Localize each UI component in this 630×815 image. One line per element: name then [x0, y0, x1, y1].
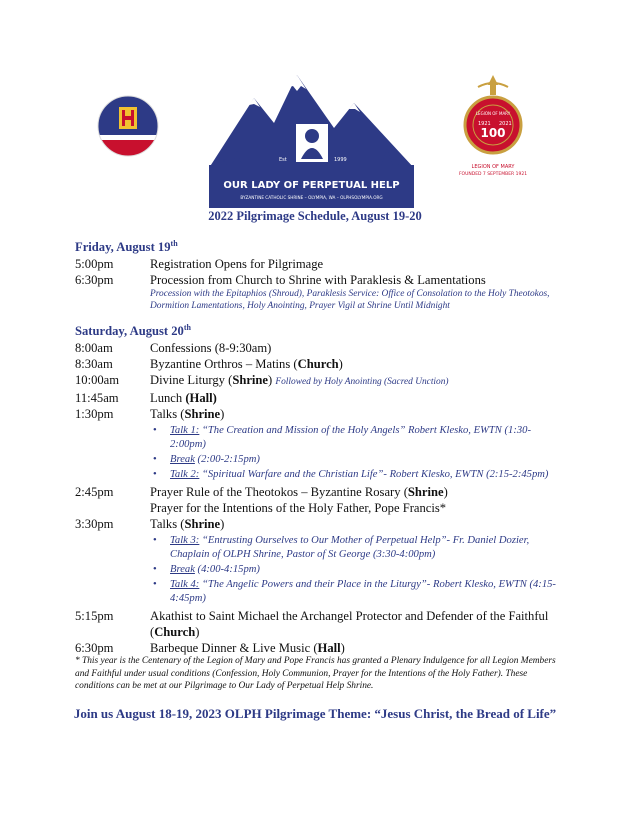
schedule-row: 11:45am Lunch (Hall) [75, 391, 217, 406]
schedule-row: 8:00am Confessions (8-9:30am) [75, 341, 272, 356]
schedule-row: 6:30pm Barbeque Dinner & Live Music (Hall) [75, 641, 345, 656]
talk-link[interactable]: Break [170, 454, 195, 466]
legion-year-left: 1921 [478, 121, 491, 127]
olph-shrine-logo [209, 73, 414, 208]
schedule-row: 2:45pm Prayer Rule of the Theotokos – Byzantine Rosary (Shrine) Prayer for the Intentions of the Holy Father, Pope Francis* [75, 485, 448, 516]
schedule-row: 5:00pm Registration Opens for Pilgrimage [75, 257, 324, 272]
legion-caption: LEGION OF MARY [471, 164, 515, 170]
talks-list-1 [150, 424, 565, 482]
bullet-icon: • [153, 454, 157, 466]
saturday-heading: Saturday, August 20th [75, 323, 191, 339]
logo-est: Est [279, 157, 287, 163]
logo-name: OUR LADY OF PERPETUAL HELP [223, 180, 400, 191]
schedule-row: 1:30pm Talks (Shrine) [75, 407, 225, 422]
schedule-row: 10:00am Divine Liturgy (Shrine) Followed by Holy Anointing (Sacred Unction) [75, 373, 449, 388]
page-subtitle: 2022 Pilgrimage Schedule, August 19-20 [208, 209, 422, 223]
join-banner: Join us August 18-19, 2023 OLPH Pilgrimage Theme: “Jesus Christ, the Bread of Life” [73, 706, 557, 721]
schedule-row: 3:30pm Talks (Shrine) [75, 517, 225, 532]
legion-of-mary-logo [448, 73, 538, 193]
list-item: • Talk 1: “The Creation and Mission of the Holy Angels” Robert Klesko, EWTN (1:30-2:00pm) [150, 424, 565, 452]
list-item: • Talk 2: “Spiritual Warfare and the Christian Life”- Robert Klesko, EWTN (2:15-2:45pm) [150, 468, 565, 482]
list-item: • Break (4:00-4:15pm) [150, 563, 565, 577]
schedule-note-row: Procession with the Epitaphios (Shroud), Paraklesis Service: Office of Consolation to the Holy Theotokos, Dormition Lamentations, Holy Anointing, Prayer Vigil at Shrine Until Midnight [150, 289, 550, 312]
schedule-row: 8:30am Byzantine Orthros – Matins (Church) [75, 357, 343, 372]
schedule-row: 6:30pm Procession from Church to Shrine with Paraklesis & Lamentations [75, 273, 486, 288]
footnote: * This year is the Centenary of the Legion of Mary and Pope Francis has granted a Plenary Indulgence for all Legion Members and Faithful under usual conditions (Confession, Holy Communion, Prayer for the Intentions of the Holy Father). These conditions can be met at our Pilgrimage to Our Lady of Perpetual Help Shrine. [75, 656, 556, 691]
list-item: • Break (2:00-2:15pm) [150, 453, 565, 467]
logo-year: 1999 [334, 157, 347, 163]
header [0, 0, 630, 240]
talk-link[interactable]: Talk 1: [170, 425, 200, 437]
talks-list-2 [150, 534, 565, 606]
legion-number: 100 [480, 126, 506, 140]
bullet-icon: • [153, 564, 157, 576]
schedule [75, 236, 565, 656]
bullet-icon: • [153, 579, 157, 591]
bullet-icon: • [153, 469, 157, 481]
bullet-icon: • [153, 535, 157, 547]
talk-link[interactable]: Talk 4: [170, 579, 200, 591]
talk-link[interactable]: Break [170, 564, 195, 576]
legion-ring-text: LEGION OF MARY [475, 111, 511, 116]
friday-heading: Friday, August 19th [75, 239, 178, 255]
schedule-row: 5:15pm Akathist to Saint Michael the Archangel Protector and Defender of the Faithful (Church) [75, 609, 549, 640]
flag-emblem-icon [97, 95, 159, 157]
list-item: • Talk 3: “Entrusting Ourselves to Our Mother of Perpetual Help”- Fr. Daniel Dozier, Chaplain of OLPH Shrine, Pastor of St George (3:30-4:00pm) [150, 534, 565, 562]
legion-founded: FOUNDED 7 SEPTEMBER 1921 [458, 172, 528, 177]
talk-link[interactable]: Talk 3: [170, 535, 200, 547]
bullet-icon: • [153, 425, 157, 437]
list-item: • Talk 4: “The Angelic Powers and their Place in the Liturgy”- Robert Klesko, EWTN (4:15-4:45pm) [150, 578, 565, 606]
legion-year-right: 2021 [499, 121, 512, 127]
logo-tagline: BYZANTINE CATHOLIC SHRINE – OLYMPIA, WA – OLPHSOLYMPIA.ORG [240, 195, 383, 200]
talk-link[interactable]: Talk 2: [170, 469, 200, 481]
